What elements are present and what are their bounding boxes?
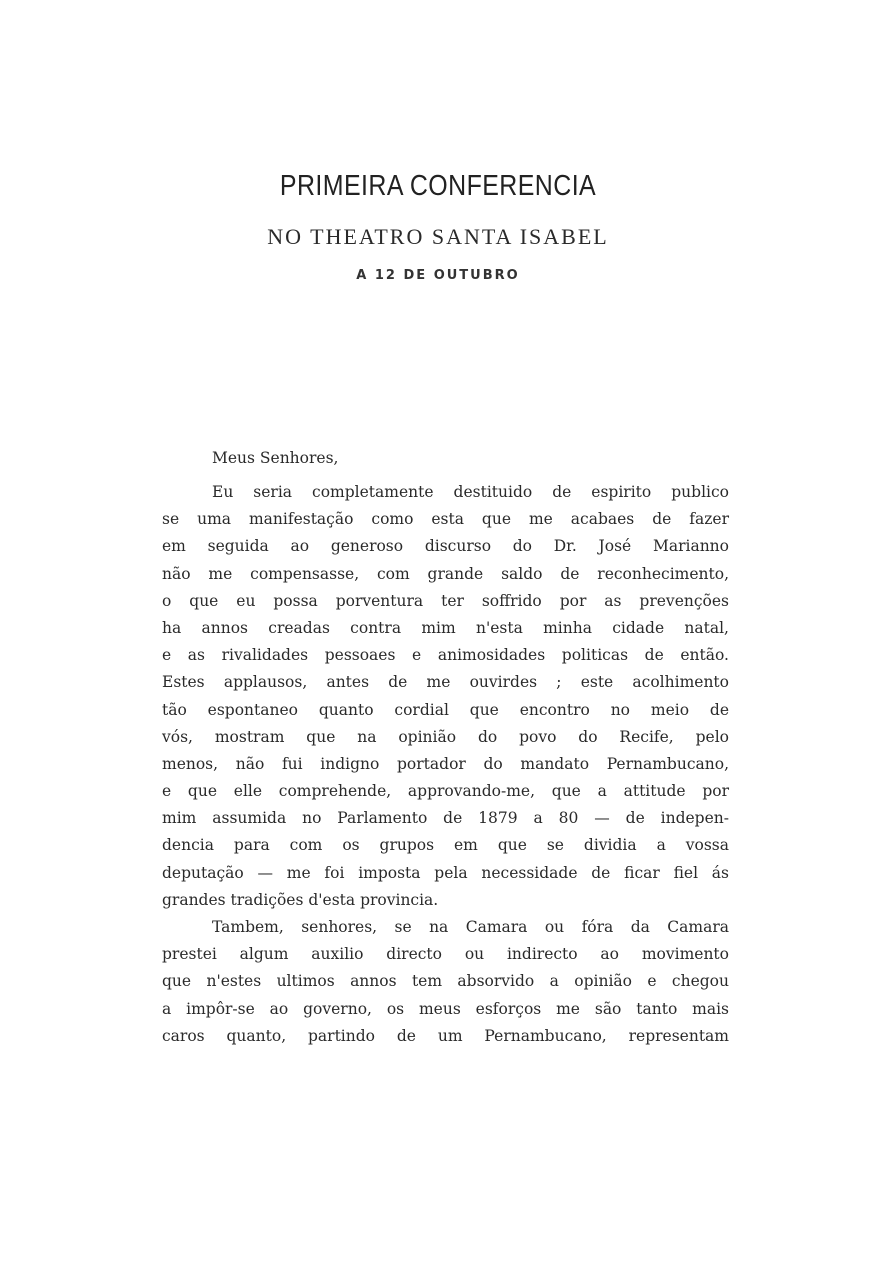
dateline: A 12 DE OUTUBRO bbox=[356, 268, 520, 283]
text-line: Eu seria completamente destituido de espirito publico bbox=[212, 483, 729, 501]
page-subtitle: NO THEATRO SANTA ISABEL bbox=[267, 224, 609, 249]
paragraph-1 bbox=[162, 479, 729, 914]
text-line: tão espontaneo quanto cordial que encontro no meio de bbox=[162, 700, 729, 719]
text-line: caros quanto, partindo de um Pernambucano, representam bbox=[162, 1026, 729, 1045]
text-line: Estes applausos, antes de me ouvirdes ; este acolhimento bbox=[162, 673, 729, 692]
text-line: o que eu possa porventura ter soffrido por as prevenções bbox=[162, 591, 729, 610]
text-line: que n'estes ultimos annos tem absorvido a opinião e chegou bbox=[162, 972, 729, 991]
text-line: se uma manifestação como esta que me acabaes de fazer bbox=[162, 510, 729, 529]
text-line: a impôr-se ao governo, os meus esforços me são tanto mais bbox=[162, 999, 729, 1018]
text-line: vós, mostram que na opinião do povo do Recife, pelo bbox=[162, 727, 729, 746]
text-line: dencia para com os grupos em que se dividia a vossa bbox=[162, 836, 729, 855]
text-line: em seguida ao generoso discurso do Dr. José Marianno bbox=[162, 537, 729, 556]
salutation: Meus Senhores, bbox=[212, 449, 339, 467]
text-line: menos, não fui indigno portador do mandato Pernambucano, bbox=[162, 754, 729, 773]
text-line: prestei algum auxilio directo ou indirecto ao movimento bbox=[162, 945, 729, 964]
text-line: deputação — me foi imposta pela necessidade de ficar fiel ás bbox=[162, 863, 729, 882]
text-line: ha annos creadas contra mim n'esta minha cidade natal, bbox=[162, 618, 729, 637]
text-line: e que elle comprehende, approvando-me, que a attitude por bbox=[162, 782, 729, 801]
text-line: mim assumida no Parlamento de 1879 a 80 — de indepen- bbox=[162, 809, 729, 828]
text-line: e as rivalidades pessoaes e animosidades politicas de então. bbox=[162, 646, 729, 665]
body-text bbox=[162, 479, 729, 1050]
text-line: Tambem, senhores, se na Camara ou fóra da Camara bbox=[212, 918, 729, 936]
page-title: PRIMEIRA CONFERENCIA bbox=[279, 170, 597, 202]
text-line: não me compensasse, com grande saldo de reconhecimento, bbox=[162, 564, 729, 583]
text-line: grandes tradições d'esta provincia. bbox=[162, 890, 439, 909]
paragraph-2 bbox=[162, 914, 729, 1050]
